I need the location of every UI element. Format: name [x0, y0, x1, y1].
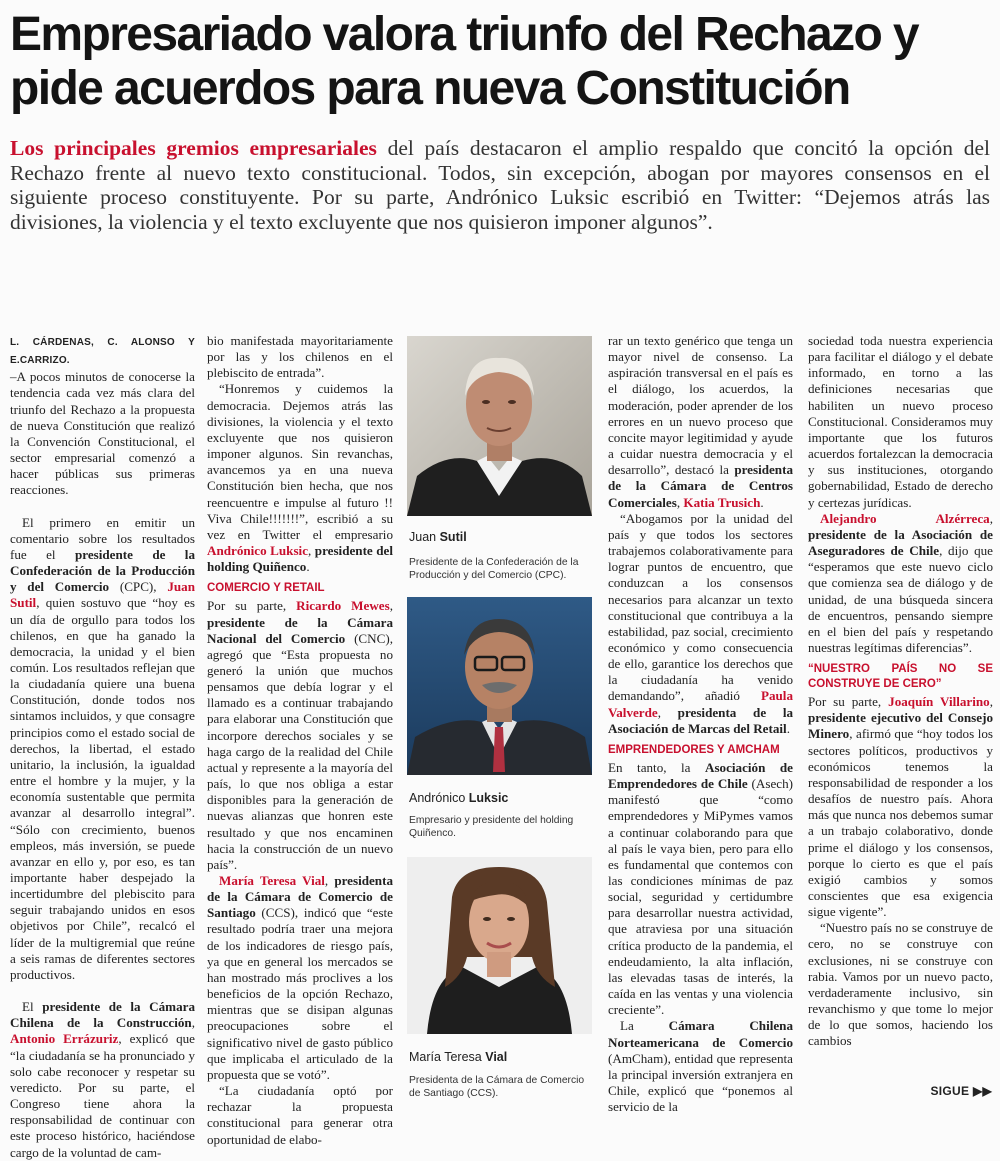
paragraph: “La ciudadanía optó por rechazar la propuesta constitucional para generar otra oportunidad de elabo-: [207, 1083, 393, 1147]
paragraph: El primero en emitir un comentario sobre los resultados fue el presidente de la Confederación de la Producción y del Comercio (CPC), Juan Sutil, quien sostuvo que “hoy es un día de orgullo para todos los chilenos, en que ha ganado la democracia, la unidad y el bien común. Los resultados reflejan que la ciudadanía quiere una buena Constitución, donde todos nos sintamos incluidos, y que consagre principios como el estado social de derechos, la libertad, el estado unitario, la inclusión, la igualdad entre el hombre y la mujer, y la economía sustentable que permita avanzar al desarrollo integral”. “Sólo con crecimiento, buenos empleos, más inversión, se puede avanzar en ello y, por eso, es tan importante haber despejado la incertidumbre del plebiscito para seguir trabajando unidos en esos objetivos por Chile”, recalcó el líder de la multigremial que reúne a seis ramas de diferentes sectores productivos.: [10, 514, 195, 982]
paragraph: bio manifestada mayoritariamente por las y los chilenos en el plebiscito de entrada”.: [207, 333, 393, 381]
paragraph: “Honremos y cuidemos la democracia. Dejemos atrás las divisiones, la violencia y el texto excluyente que nos quisieron imponer algunos. Sin revanchas, avancemos ya en una nueva Constitución bien hecha, que nos reencuentre e impulse al futuro !! Viva Chile!!!!!!!”, escribió a su vez en Twitter el empresario Andrónico Luksic, presidente del holding Quiñenco.: [207, 381, 393, 575]
subheading-nuestro-pais: “NUESTRO PAÍS NO SE CONSTRUYE DE CERO”: [808, 663, 993, 691]
paragraph: “Nuestro país no se construye de cero, no se construye con exclusiones, ni se construye con rabia. Vamos por un nuevo pacto, verdaderamente inclusivo, sin revanchismo y que tome lo mejor de lo que somos, haciendo los cambios: [808, 920, 993, 1049]
headline: [10, 8, 995, 116]
sigue-label: SIGUE: [930, 1084, 970, 1098]
photo-caption: Empresario y presidente del holding Quiñenco.: [409, 815, 574, 839]
paragraph: En tanto, la Asociación de Emprendedores de Chile (Asech) manifestó que “como emprendedores y MiPymes vamos a continuar colaborando para que al país le vaya bien, pero para ello es fundamental que contemos con las condiciones mínimas de paz social, seguridad y certidumbre para desarrollar nuestra actividad, que atraviesa por una situación crítica producto de la pandemia, el endeudamiento, la alta inflación, las elevadas tasas de interés, la caída en las ventas y una violencia creciente”.: [608, 759, 793, 1018]
subheading-comercio-retail: COMERCIO Y RETAIL: [207, 582, 325, 595]
paragraph: Por su parte, Ricardo Mewes, presidente de la Cámara Nacional del Comercio (CNC), agregó que “Esta propuesta no generó la unión que muchos pensamos que debía lograr y el llamado es a continuar trabajando para elaborar una Constitución que incorpore derechos sociales y se haga cargo de la realidad del Chile actual y represente a la mayoría del país, lo que nos obliga a estar disponibles para la generación de nuevas alianzas que honren este resultado y que nos encaminen hacia la construcción de un nuevo país”.: [207, 598, 393, 872]
byline: L. CÁRDENAS, C. ALONSO Y E.CARRIZO.: [10, 337, 195, 367]
photo-andronico-luksic: [407, 597, 592, 775]
paragraph: El presidente de la Cámara Chilena de la Construcción, Antonio Errázuriz, explicó que “la ciudadanía se ha pronunciado y solo cabe reconocer y respetar su veredicto. Por su parte, el Congreso tiene ahora la responsabilidad de continuar con este proceso histórico, haciéndose cargo de la voluntad de cam-: [10, 999, 195, 1160]
person-name: Juan Sutil: [10, 579, 195, 611]
person-name: Katia Trusich: [683, 494, 761, 510]
continue-marker: [930, 1084, 992, 1098]
person-name: Ricardo Mewes: [296, 598, 390, 614]
person-name: Antonio Errázuriz: [10, 1031, 119, 1047]
person-name: Alejandro Alzérreca: [820, 510, 990, 526]
photo-name: Juan Sutil: [409, 530, 467, 544]
article-column-1: [10, 333, 195, 1160]
arrow-right-icon: ▶▶: [972, 1084, 992, 1098]
person-name: Andrónico Luksic: [207, 543, 309, 559]
photo-maria-teresa-vial: [407, 857, 592, 1034]
photo-caption: Presidente de la Confederación de la Producción y del Comercio (CPC).: [409, 557, 579, 581]
lead-paragraph: [10, 136, 990, 234]
person-name: Joaquín Villarino: [888, 694, 990, 710]
paragraph: –A pocos minutos de conocerse la tendencia cada vez más clara del triunfo del Rechazo a la propuesta de nueva Constitución que realizó la Convención Constitucional, el sector empresarial comenzó a hacer públicas sus primeras reacciones.: [10, 369, 195, 498]
paragraph: Alejandro Alzérreca, presidente de la Asociación de Aseguradores de Chile, dijo que “esperamos que este nuevo ciclo que comienza sea de diálogo y de unidad, de una búsqueda sincera de encuentros, pensando siempre en el bien del país y respetando nuestras legítimas diferencias”.: [808, 510, 993, 655]
lead-text: del país destacaron el amplio respaldo que concitó la opción del Rechazo frente al nuevo texto constitucional. Todos, sin excepción, abogan por mayores consensos en el siguiente proceso constituyente. Por su parte, Andrónico Luksic escribió en Twitter: “Dejemos atrás las divisiones, la violencia y el texto excluyente que nos quisieron imponer algunos”.: [10, 136, 990, 234]
headline-line-1: Empresariado valora triunfo del Rechazo y: [10, 8, 919, 61]
paragraph: Por su parte, Joaquín Villarino, presidente ejecutivo del Consejo Minero, afirmó que “hoy todos los sectores políticos, productivos y económicos tenemos la responsabilidad de responder a los desafíos de nuestro país. Ahora más que nunca nos debemos sumar a un trabajo colaborativo, donde prime el diálogo y los consensos, porque lo cierto es que el país exigió cambios y somos conscientes que esa exigencia sigue vigente”.: [808, 694, 993, 920]
person-name: Paula Valverde: [608, 688, 793, 720]
photo-caption: Presidenta de la Cámara de Comercio de Santiago (CCS).: [409, 1075, 585, 1099]
photo-name: Andrónico Luksic: [409, 791, 509, 805]
paragraph: La Cámara Chilena Norteamericana de Comercio (AmCham), entidad que representa la principal inversión extranjera en Chile, explicó que “ponemos al servicio de la: [608, 1018, 793, 1115]
paragraph: María Teresa Vial, presidenta de la Cámara de Comercio de Santiago (CCS), indicó que “este resultado podría traer una mejora de los indicadores de riesgo país, ya que en general los mercados se han mostrado más proclives a los beneficios de la opción Rechazo, mientras que se disipan algunas preocupaciones sobre el significativo nivel de gasto público que implicaba el articulado de la propuesta que se votó”.: [207, 873, 393, 1082]
paragraph: rar un texto genérico que tenga un mayor nivel de consenso. La aspiración transversal en el país es el diálogo, los acuerdos, la moderación, poder aprender de los errores en un nuevo proceso que concite mayor legitimidad y ayude a cuidar nuestra democracia y el desarrollo”, destacó la presidenta de la Cámara de Centros Comerciales, Katia Trusich.: [608, 333, 793, 510]
article-column-4: [608, 333, 794, 1115]
photo-juan-sutil: [407, 336, 592, 516]
lead-highlight: Los principales gremios empresariales: [10, 136, 377, 160]
photo-name: María Teresa Vial: [409, 1050, 508, 1064]
subheading-emprendedores-amcham: EMPRENDEDORES Y AMCHAM: [608, 743, 780, 756]
paragraph: sociedad toda nuestra experiencia para facilitar el diálogo y el debate informado, en torno a las definiciones necesarias que habiliten un nuevo proceso Constitucional. Consideramos muy importante que los futuros acuerdos fortalezcan la democracia y sus instituciones, otorgando gobernabilidad, Estado de derecho y certezas jurídicas.: [808, 333, 993, 510]
paragraph: “Abogamos por la unidad del país y que todos los sectores trabajemos colaborativamente para lograr puntos de encuentro, que conduzcan a los consensos necesarios para alcanzar un texto constitucional que contribuya a la estabilidad, paz social, crecimiento económico y como consecuencia de ello, garantice los derechos que la ciudadanía ha venido demandando”, añadió Paula Valverde, presidenta de la Asociación de Marcas del Retail.: [608, 510, 794, 736]
article-column-2: [207, 333, 393, 1147]
person-name: María Teresa Vial: [219, 873, 325, 888]
headline-line-2: pide acuerdos para nueva Constitución: [10, 62, 850, 115]
article-column-5: [808, 333, 993, 1093]
